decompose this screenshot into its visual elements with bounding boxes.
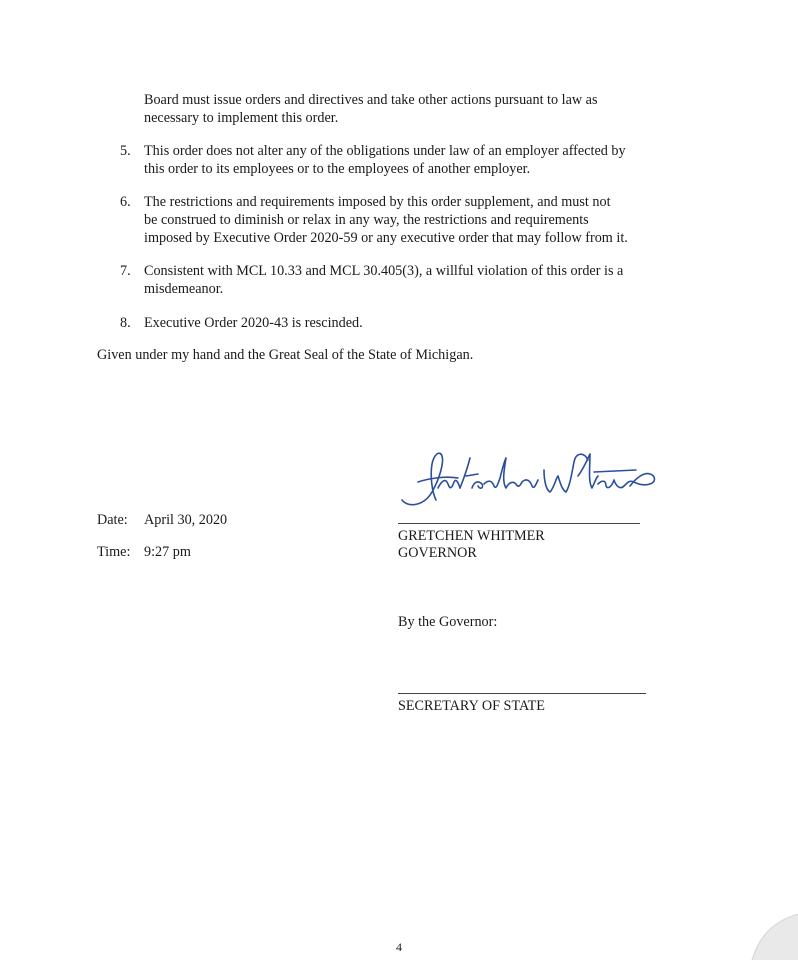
date-label: Date: [97, 512, 128, 528]
paragraph-line: be construed to diminish or relax in any way, the restrictions and requirements [144, 212, 589, 228]
time-value: 9:27 pm [144, 544, 191, 560]
paragraph-line: necessary to implement this order. [144, 110, 339, 126]
paragraph-line: This order does not alter any of the obligations under law of an employer affected by [144, 143, 626, 159]
given-under-statement: Given under my hand and the Great Seal of the State of Michigan. [97, 347, 474, 363]
governor-signature [398, 448, 660, 514]
item-7-text [144, 262, 623, 298]
paragraph-line: imposed by Executive Order 2020-59 or any executive order that may follow from it. [144, 230, 628, 246]
signatory-title: GOVERNOR [398, 545, 477, 561]
page-number: 4 [396, 940, 402, 954]
item-number: 7. [120, 263, 131, 279]
paragraph-line: this order to its employees or to the employees of another employer. [144, 161, 531, 177]
signatory-name: GRETCHEN WHITMER [398, 528, 545, 544]
item-number: 5. [120, 143, 131, 159]
signature-line [398, 523, 640, 524]
item-number: 6. [120, 194, 131, 210]
paragraph-line: Board must issue orders and directives and take other actions pursuant to law as [144, 92, 598, 108]
time-label: Time: [97, 544, 131, 560]
item-6-text [144, 193, 628, 247]
page-curl-icon [738, 914, 798, 960]
item-number: 8. [120, 315, 131, 331]
item-4-continuation [144, 91, 598, 127]
paragraph-line: The restrictions and requirements imposed by this order supplement, and must not [144, 194, 611, 210]
secretary-title: SECRETARY OF STATE [398, 698, 545, 714]
paragraph-line: misdemeanor. [144, 281, 224, 297]
date-value: April 30, 2020 [144, 512, 228, 528]
item-8-text [144, 314, 363, 332]
by-the-governor: By the Governor: [398, 614, 498, 630]
paragraph-line: Executive Order 2020-43 is rescinded. [144, 315, 363, 331]
secretary-signature-line [398, 693, 646, 694]
paragraph-line: Consistent with MCL 10.33 and MCL 30.405(3), a willful violation of this order is a [144, 263, 624, 279]
item-5-text [144, 142, 626, 178]
